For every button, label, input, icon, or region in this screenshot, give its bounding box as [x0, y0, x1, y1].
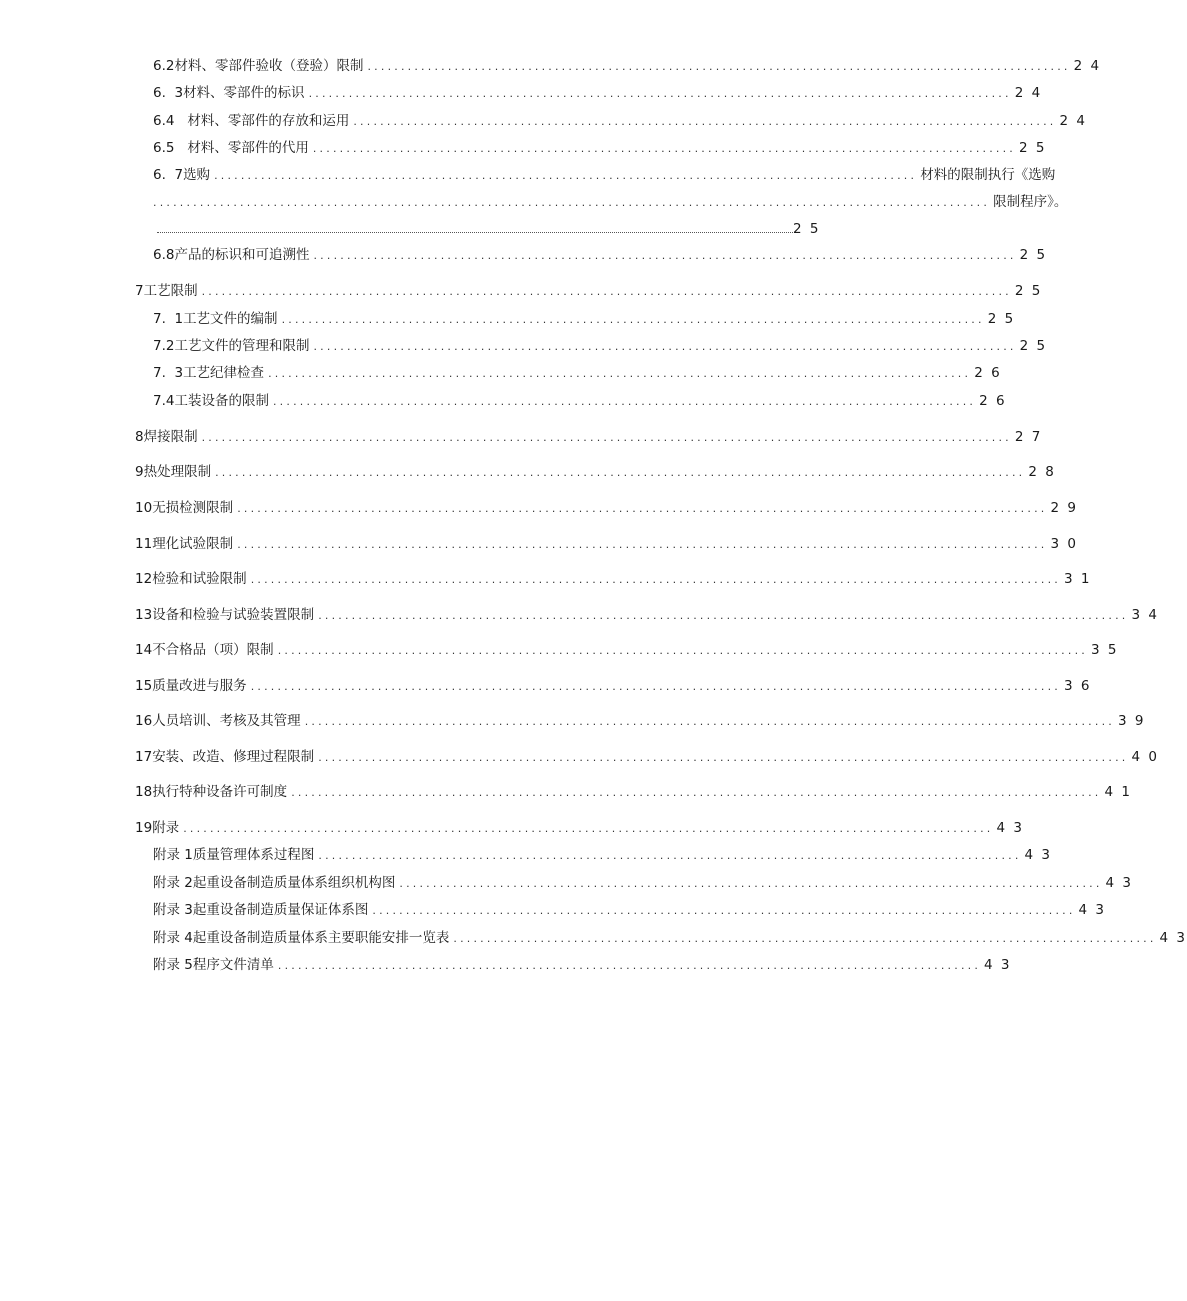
- toc-entry-page: 2 8: [1028, 464, 1056, 480]
- toc-entry-title: 材料、零部件的存放和运用: [174, 113, 350, 129]
- toc-entry-7-2[interactable]: [153, 337, 1048, 356]
- dot-leader: .........................................................................................................................: [304, 715, 1115, 728]
- toc-entry-number: 附录 2: [153, 875, 193, 891]
- toc-entry-number: 附录 3: [153, 902, 193, 918]
- toc-entry-title: 材料、零部件的代用: [174, 140, 309, 156]
- toc-entry-number: 19: [135, 820, 153, 836]
- toc-entry-number: 14: [135, 642, 153, 658]
- toc-entry-6-4[interactable]: [153, 112, 1087, 131]
- toc-entry-number: 13: [135, 607, 153, 623]
- toc-entry-page: 4 1: [1104, 784, 1132, 800]
- toc-entry-page: 2 4: [1073, 58, 1102, 74]
- toc-entry-title: 不合格品（项）限制: [152, 642, 274, 658]
- dot-leader: .........................................................................................................: [353, 115, 1057, 128]
- toc-chapter-12[interactable]: [135, 570, 1092, 589]
- toc-entry-6-5[interactable]: [153, 139, 1047, 158]
- toc-entry-number: 15: [135, 678, 153, 694]
- toc-entry-number: 12: [135, 571, 153, 587]
- toc-entry-title: 人员培训、考核及其管理: [152, 713, 301, 729]
- toc-entry-6-2[interactable]: [153, 57, 1102, 76]
- toc-entry-number: 7. 1: [153, 311, 184, 327]
- toc-entry-title: 无损检测限制: [152, 500, 234, 516]
- toc-entry-title: 起重设备制造质量体系组织机构图: [192, 875, 396, 891]
- toc-entry-page: 2 5: [793, 221, 821, 237]
- toc-entry-page: 4 3: [1024, 847, 1053, 863]
- toc-entry-number: 7.4: [153, 393, 175, 409]
- toc-entry-6-7[interactable]: [153, 166, 1056, 185]
- toc-entry-title: 质量管理体系过程图: [192, 847, 315, 863]
- toc-entry-title: 设备和检验与试验装置限制: [152, 607, 315, 623]
- toc-entry-number: 6. 7: [153, 167, 184, 183]
- toc-entry-7-3[interactable]: [153, 364, 1002, 383]
- toc-chapter-8[interactable]: [135, 428, 1043, 447]
- toc-entry-title: 工艺文件的管理和限制: [174, 338, 310, 354]
- dot-leader: .........................................................................................................................: [215, 466, 1026, 479]
- dot-leader: .........................................................................................................: [277, 959, 982, 972]
- toc-entry-page: 2 5: [1014, 283, 1043, 299]
- toc-entry-number: 附录 1: [153, 847, 193, 863]
- dot-leader: .........................................................................................................: [313, 249, 1017, 262]
- toc-chapter-17[interactable]: [135, 748, 1159, 767]
- toc-entry-page: 3 5: [1090, 642, 1119, 658]
- dot-leader: .........................................................................................................: [372, 904, 1076, 917]
- toc-entry-number: 9: [135, 464, 144, 480]
- toc-entry-number: 6.4: [153, 113, 175, 129]
- toc-entry-page: 3 9: [1117, 713, 1146, 729]
- toc-chapter-14[interactable]: [135, 641, 1119, 660]
- toc-entry-title: 材料、零部件验收（登验）限制: [174, 58, 364, 74]
- toc-entry-title: 工艺纪律检查: [183, 365, 265, 381]
- toc-entry-page: 2 4: [1059, 113, 1087, 129]
- toc-chapter-7[interactable]: [135, 282, 1043, 301]
- dot-leader: .........................................................................................................................: [291, 786, 1102, 799]
- toc-entry-page: 4 3: [1078, 902, 1107, 918]
- toc-entry-number: 16: [135, 713, 153, 729]
- toc-chapter-11[interactable]: [135, 535, 1078, 554]
- toc-entry-title: 起重设备制造质量体系主要职能安排一览表: [192, 930, 450, 946]
- dot-leader: .........................................................................................................................: [201, 431, 1012, 444]
- dot-leader: .........................................................................................................: [399, 877, 1103, 890]
- toc-appendix-5[interactable]: [153, 956, 1012, 975]
- dot-leader: .........................................................................................................................: [250, 680, 1061, 693]
- toc-entry-page: 2 5: [1019, 140, 1047, 156]
- toc-entry-number: 18: [135, 784, 153, 800]
- toc-entry-page: 2 5: [1019, 338, 1048, 354]
- toc-chapter-18[interactable]: [135, 783, 1132, 802]
- dot-leader: .........................................................................................................: [281, 313, 985, 326]
- dot-leader: .............................................................................................................................: [153, 196, 991, 209]
- toc-chapter-16[interactable]: [135, 712, 1146, 731]
- dot-leader: .........................................................................................................: [312, 142, 1017, 155]
- toc-entry-title: 产品的标识和可追溯性: [174, 247, 310, 263]
- dot-leader: .........................................................................................................................: [318, 751, 1129, 764]
- toc-entry-title: 工装设备的限制: [174, 393, 269, 409]
- toc-appendix-4[interactable]: [153, 929, 1187, 948]
- toc-entry-page: 2 9: [1050, 500, 1078, 516]
- dot-leader: .........................................................................................................................: [277, 644, 1088, 657]
- toc-entry-page: 4 0: [1131, 749, 1159, 765]
- toc-chapter-19[interactable]: [135, 819, 1024, 838]
- toc-entry-number: 6. 3: [153, 85, 184, 101]
- dot-leader: .........................................................................................................: [318, 849, 1022, 862]
- toc-entry-title: 程序文件清单: [192, 957, 274, 973]
- toc-entry-6-3[interactable]: [153, 84, 1043, 103]
- toc-entry-page: 2 7: [1014, 429, 1043, 445]
- dot-leader: .........................................................................................................: [268, 367, 972, 380]
- toc-appendix-3[interactable]: [153, 901, 1107, 920]
- toc-entry-title: 选购: [183, 167, 211, 183]
- toc-entry-title: 附录: [152, 820, 180, 836]
- toc-entry-6-7-line2: [153, 193, 1068, 212]
- toc-entry-number: 7. 3: [153, 365, 184, 381]
- dot-leader: .........................................................................................................................: [250, 573, 1061, 586]
- toc-appendix-1[interactable]: [153, 846, 1053, 865]
- toc-entry-page: 3 6: [1063, 678, 1092, 694]
- toc-entry-number: 6.8: [153, 247, 175, 263]
- toc-entry-number: 10: [135, 500, 153, 516]
- toc-entry-page: 4 3: [1159, 930, 1187, 946]
- dot-leader: .........................................................................................................................: [237, 502, 1048, 515]
- toc-entry-title: 焊接限制: [143, 429, 198, 445]
- toc-entry-page: 4 3: [1105, 875, 1134, 891]
- toc-entry-number: 17: [135, 749, 153, 765]
- toc-entry-title: 热处理限制: [143, 464, 212, 480]
- toc-entry-title: 质量改进与服务: [152, 678, 247, 694]
- toc-entry-number: 7: [135, 283, 144, 299]
- toc-entry-number: 附录 5: [153, 957, 193, 973]
- toc-entry-number: 8: [135, 429, 144, 445]
- toc-entry-number: 6.5: [153, 140, 175, 156]
- toc-entry-page: 3 1: [1063, 571, 1092, 587]
- toc-entry-page: 2 6: [974, 365, 1002, 381]
- toc-entry-number: 7.2: [153, 338, 175, 354]
- toc-entry-number: 附录 4: [153, 930, 193, 946]
- toc-entry-page: 4 3: [996, 820, 1024, 836]
- toc-entry-page: 2 5: [1019, 247, 1048, 263]
- toc-chapter-9[interactable]: [135, 463, 1056, 482]
- toc-entry-6-8[interactable]: [153, 246, 1048, 265]
- toc-entry-title: 执行特种设备许可制度: [152, 784, 288, 800]
- dot-leader: .........................................................................................................: [308, 87, 1012, 100]
- toc-entry-title: 起重设备制造质量保证体系图: [192, 902, 369, 918]
- dot-leader: .........................................................................................................: [214, 169, 918, 182]
- toc-entry-title: 材料、零部件的标识: [183, 85, 305, 101]
- dot-leader: .........................................................................................................: [272, 395, 977, 408]
- toc-chapter-13[interactable]: [135, 606, 1159, 625]
- dot-leader: .........................................................................................................................: [201, 285, 1012, 298]
- toc-chapter-10[interactable]: [135, 499, 1078, 518]
- dot-leader: .........................................................................................................: [367, 60, 1071, 73]
- toc-entry-page: 3 0: [1050, 536, 1078, 552]
- toc-entry-title: 安装、改造、修理过程限制: [152, 749, 315, 765]
- toc-entry-page: 3 4: [1131, 607, 1159, 623]
- toc-entry-7-1[interactable]: [153, 310, 1016, 329]
- toc-entry-page: 2 4: [1014, 85, 1043, 101]
- toc-entry-title-continued: 材料的限制执行《选购: [920, 167, 1056, 183]
- toc-entry-number: 6.2: [153, 58, 175, 74]
- toc-entry-title: 理化试验限制: [152, 536, 234, 552]
- toc-entry-page: 4 3: [984, 957, 1012, 973]
- toc-entry-7-4[interactable]: [153, 392, 1007, 411]
- dot-leader: .........................................................................................................: [453, 932, 1157, 945]
- toc-entry-page: 2 6: [979, 393, 1007, 409]
- dot-leader: [157, 232, 793, 233]
- toc-chapter-15[interactable]: [135, 677, 1092, 696]
- toc-entry-title: 工艺限制: [143, 283, 198, 299]
- dot-leader: .........................................................................................................................: [183, 822, 994, 835]
- dot-leader: .........................................................................................................................: [318, 609, 1129, 622]
- toc-entry-title-continued: 限制程序》。: [993, 194, 1068, 210]
- toc-entry-title: 检验和试验限制: [152, 571, 247, 587]
- toc-entry-title: 工艺文件的编制: [183, 311, 278, 327]
- dot-leader: .........................................................................................................: [313, 340, 1017, 353]
- toc-entry-page: 2 5: [987, 311, 1016, 327]
- toc-appendix-2[interactable]: [153, 874, 1134, 893]
- toc-entry-number: 11: [135, 536, 153, 552]
- dot-leader: .........................................................................................................................: [237, 538, 1048, 551]
